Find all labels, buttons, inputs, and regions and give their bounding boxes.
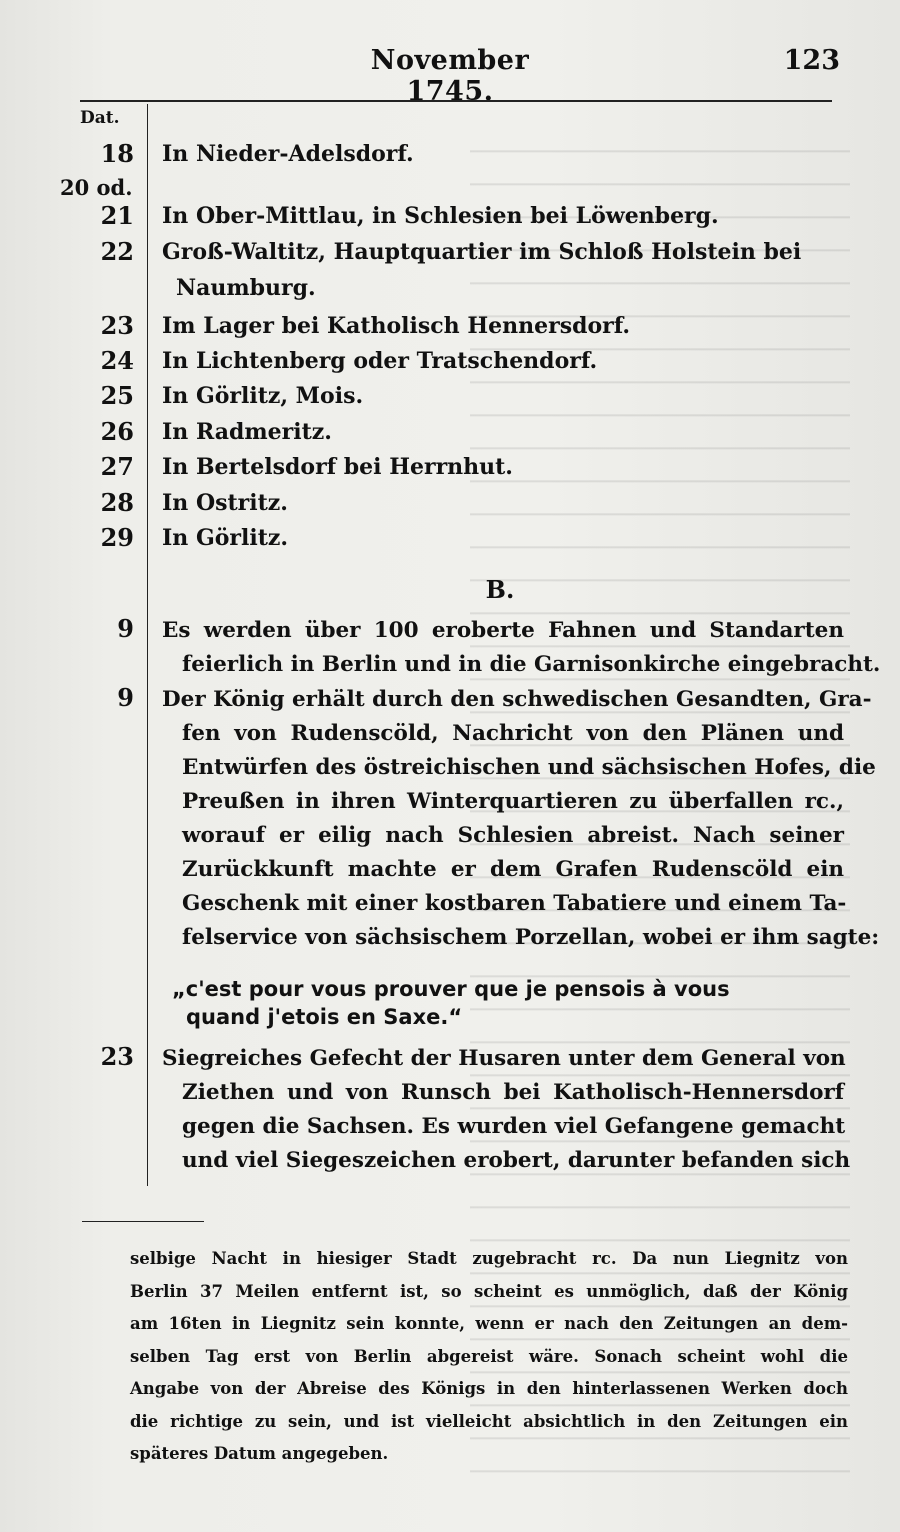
entry-line: feierlich in Berlin und in die Garnisonkirche eingebracht. <box>182 652 881 677</box>
entry-text: In Ober-Mittlau, in Schlesien bei Löwenberg. <box>162 203 719 229</box>
entry-text: In Görlitz. <box>162 525 289 551</box>
entry-date: 29 <box>100 523 134 552</box>
entry-paragraph <box>162 614 881 682</box>
entry-date: 21 <box>100 201 134 230</box>
quote-line: „c'est pour vous prouver que je pensois à vous <box>172 977 730 1001</box>
entry-date: 22 <box>100 237 134 266</box>
entry-line: Siegreiches Gefecht der Husaren unter dem General von <box>162 1046 846 1071</box>
footnote-line: die richtige zu sein, und ist vielleicht absichtlich in den Zeitungen ein <box>130 1411 848 1431</box>
entry-date: 24 <box>100 346 134 375</box>
footnote-line: Angabe von der Abreise des Königs in den hinterlassenen Werken doch <box>130 1379 848 1398</box>
entry-line: Es werden über 100 eroberte Fahnen und Standarten <box>162 618 844 643</box>
entry-date: 23 <box>100 1042 134 1071</box>
footnote-line: am 16ten in Liegnitz sein konnte, wenn er nach den Zeitungen an dem- <box>130 1314 848 1333</box>
entry-text: In Ostritz. <box>162 490 288 516</box>
entry-date: 27 <box>100 452 134 481</box>
page-title: November 1745. <box>370 45 530 107</box>
entry-line: Entwürfen des östreichischen und sächsischen Hofes, die <box>182 755 876 780</box>
entry-paragraph <box>162 1042 851 1178</box>
entry-date: 28 <box>100 488 134 517</box>
footnote-line: selben Tag erst von Berlin abgereist wäre. Sonach scheint wohl die <box>130 1346 848 1366</box>
page-number: 123 <box>783 45 840 76</box>
date-column-label: Dat. <box>80 108 120 128</box>
entry-date: 9 <box>117 683 134 712</box>
quote-line: quand j'etois en Saxe.“ <box>186 1005 463 1029</box>
entry-text: In Nieder-Adelsdorf. <box>162 141 414 167</box>
section-heading: B. <box>485 575 515 604</box>
entry-text: In Radmeritz. <box>162 419 332 445</box>
date-column-divider <box>147 104 148 1186</box>
entry-text: In Görlitz, Mois. <box>162 383 364 409</box>
footnote-line: selbige Nacht in hiesiger Stadt zugebracht rc. Da nun Liegnitz von <box>130 1249 848 1268</box>
entry-line: und viel Siegeszeichen erobert, darunter befanden sich <box>182 1148 851 1173</box>
header-rule <box>80 100 832 102</box>
entry-line: worauf er eilig nach Schlesien abreist. Nach seiner <box>182 823 844 848</box>
footnote-line: Berlin 37 Meilen entfernt ist, so scheint es unmöglich, daß der König <box>130 1281 848 1301</box>
entry-text: Groß-Waltitz, Hauptquartier im Schloß Holstein bei <box>162 239 802 265</box>
entry-text: In Bertelsdorf bei Herrnhut. <box>162 454 513 480</box>
entry-paragraph <box>162 683 880 955</box>
footnote-line: späteres Datum angegeben. <box>130 1444 389 1463</box>
entry-line: Der König erhält durch den schwedischen Gesandten, Gra- <box>162 687 872 712</box>
entry-line: Zurückkunft machte er dem Grafen Rudenscöld ein <box>182 857 844 882</box>
entry-line: Preußen in ihren Winterquartieren zu überfallen rc., <box>182 789 844 814</box>
footnote <box>130 1243 848 1471</box>
entry-date: 26 <box>100 417 134 446</box>
entry-date: 25 <box>100 381 134 410</box>
entry-date: 20 od. <box>60 175 133 200</box>
entry-line: Ziethen und von Runsch bei Katholisch-Hennersdorf <box>182 1080 844 1105</box>
entry-line: fen von Rudenscöld, Nachricht von den Plänen und <box>182 721 844 746</box>
entry-line: Geschenk mit einer kostbaren Tabatiere und einem Ta- <box>182 891 847 916</box>
entry-text: Im Lager bei Katholisch Hennersdorf. <box>162 313 631 339</box>
entry-text: Naumburg. <box>176 275 316 301</box>
french-quote <box>172 975 844 1031</box>
entry-date: 9 <box>117 614 134 643</box>
entry-line: felservice von sächsischem Porzellan, wobei er ihm sagte: <box>182 925 880 950</box>
entry-date: 18 <box>100 139 134 168</box>
footnote-rule <box>82 1221 204 1222</box>
entry-date: 23 <box>100 311 134 340</box>
entry-text: In Lichtenberg oder Tratschendorf. <box>162 348 598 374</box>
entry-line: gegen die Sachsen. Es wurden viel Gefangene gemacht <box>182 1114 846 1139</box>
